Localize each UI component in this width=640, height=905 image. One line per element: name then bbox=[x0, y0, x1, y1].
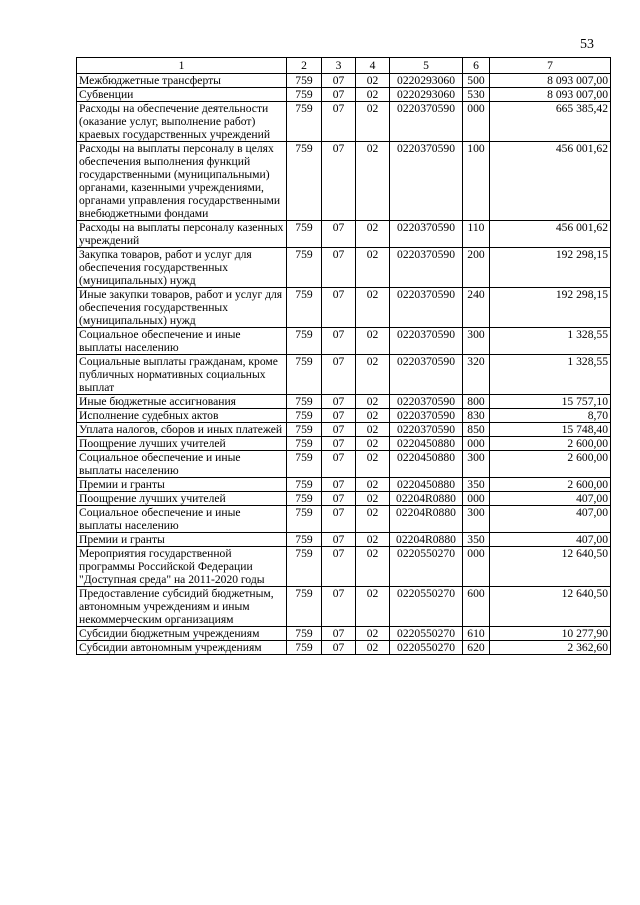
table-header-row bbox=[77, 58, 611, 74]
section-code: 07 bbox=[322, 533, 356, 547]
table-row bbox=[77, 409, 611, 423]
expense-type-code: 100 bbox=[463, 142, 490, 221]
ministry-code: 759 bbox=[287, 478, 322, 492]
subsection-code: 02 bbox=[356, 492, 390, 506]
section-code: 07 bbox=[322, 409, 356, 423]
expense-type-code: 300 bbox=[463, 506, 490, 533]
header-cell: 2 bbox=[287, 58, 322, 74]
row-name: Мероприятия государственной программы Российской Федерации "Доступная среда" на 2011-2020 годы bbox=[77, 547, 287, 587]
amount: 8 093 007,00 bbox=[490, 74, 611, 88]
header-cell: 6 bbox=[463, 58, 490, 74]
section-code: 07 bbox=[322, 437, 356, 451]
row-name: Субсидии бюджетным учреждениям bbox=[77, 627, 287, 641]
row-name: Расходы на выплаты персоналу казенных учреждений bbox=[77, 221, 287, 248]
expense-type-code: 110 bbox=[463, 221, 490, 248]
table-row bbox=[77, 142, 611, 221]
expense-type-code: 300 bbox=[463, 451, 490, 478]
row-name: Социальное обеспечение и иные выплаты населению bbox=[77, 328, 287, 355]
target-article-code: 02204R0880 bbox=[390, 492, 463, 506]
row-name: Социальные выплаты гражданам, кроме публичных нормативных социальных выплат bbox=[77, 355, 287, 395]
row-name: Социальное обеспечение и иные выплаты населению bbox=[77, 506, 287, 533]
amount: 456 001,62 bbox=[490, 142, 611, 221]
table-row bbox=[77, 587, 611, 627]
row-name: Уплата налогов, сборов и иных платежей bbox=[77, 423, 287, 437]
target-article-code: 0220370590 bbox=[390, 102, 463, 142]
row-name: Межбюджетные трансферты bbox=[77, 74, 287, 88]
table-row bbox=[77, 451, 611, 478]
subsection-code: 02 bbox=[356, 88, 390, 102]
ministry-code: 759 bbox=[287, 587, 322, 627]
section-code: 07 bbox=[322, 478, 356, 492]
expense-type-code: 500 bbox=[463, 74, 490, 88]
section-code: 07 bbox=[322, 423, 356, 437]
row-name: Поощрение лучших учителей bbox=[77, 492, 287, 506]
section-code: 07 bbox=[322, 74, 356, 88]
ministry-code: 759 bbox=[287, 423, 322, 437]
section-code: 07 bbox=[322, 492, 356, 506]
expense-type-code: 830 bbox=[463, 409, 490, 423]
target-article-code: 0220370590 bbox=[390, 395, 463, 409]
target-article-code: 0220450880 bbox=[390, 451, 463, 478]
ministry-code: 759 bbox=[287, 88, 322, 102]
ministry-code: 759 bbox=[287, 641, 322, 655]
ministry-code: 759 bbox=[287, 395, 322, 409]
subsection-code: 02 bbox=[356, 102, 390, 142]
table-row bbox=[77, 221, 611, 248]
amount: 665 385,42 bbox=[490, 102, 611, 142]
expense-type-code: 530 bbox=[463, 88, 490, 102]
target-article-code: 0220293060 bbox=[390, 88, 463, 102]
ministry-code: 759 bbox=[287, 627, 322, 641]
subsection-code: 02 bbox=[356, 533, 390, 547]
expense-type-code: 850 bbox=[463, 423, 490, 437]
target-article-code: 0220370590 bbox=[390, 142, 463, 221]
section-code: 07 bbox=[322, 102, 356, 142]
target-article-code: 0220550270 bbox=[390, 547, 463, 587]
subsection-code: 02 bbox=[356, 437, 390, 451]
target-article-code: 0220370590 bbox=[390, 328, 463, 355]
section-code: 07 bbox=[322, 506, 356, 533]
subsection-code: 02 bbox=[356, 221, 390, 248]
table-row bbox=[77, 355, 611, 395]
target-article-code: 0220450880 bbox=[390, 437, 463, 451]
section-code: 07 bbox=[322, 88, 356, 102]
table-row bbox=[77, 102, 611, 142]
table-row bbox=[77, 533, 611, 547]
subsection-code: 02 bbox=[356, 641, 390, 655]
ministry-code: 759 bbox=[287, 506, 322, 533]
table-row bbox=[77, 478, 611, 492]
subsection-code: 02 bbox=[356, 587, 390, 627]
expense-type-code: 000 bbox=[463, 102, 490, 142]
expense-type-code: 200 bbox=[463, 248, 490, 288]
amount: 192 298,15 bbox=[490, 248, 611, 288]
row-name: Расходы на выплаты персоналу в целях обеспечения выполнения функций государственными (муниципальными) органами, казенными учреждениями, органами управления государственными внебюджетными фондами bbox=[77, 142, 287, 221]
ministry-code: 759 bbox=[287, 74, 322, 88]
section-code: 07 bbox=[322, 288, 356, 328]
ministry-code: 759 bbox=[287, 451, 322, 478]
subsection-code: 02 bbox=[356, 409, 390, 423]
target-article-code: 0220370590 bbox=[390, 409, 463, 423]
row-name: Закупка товаров, работ и услуг для обеспечения государственных (муниципальных) нужд bbox=[77, 248, 287, 288]
expense-type-code: 350 bbox=[463, 478, 490, 492]
amount: 407,00 bbox=[490, 533, 611, 547]
ministry-code: 759 bbox=[287, 102, 322, 142]
target-article-code: 0220550270 bbox=[390, 587, 463, 627]
row-name: Иные бюджетные ассигнования bbox=[77, 395, 287, 409]
table-row bbox=[77, 547, 611, 587]
ministry-code: 759 bbox=[287, 437, 322, 451]
amount: 15 748,40 bbox=[490, 423, 611, 437]
section-code: 07 bbox=[322, 221, 356, 248]
expense-type-code: 300 bbox=[463, 328, 490, 355]
table-row bbox=[77, 423, 611, 437]
target-article-code: 0220293060 bbox=[390, 74, 463, 88]
ministry-code: 759 bbox=[287, 221, 322, 248]
table-row bbox=[77, 248, 611, 288]
expense-type-code: 610 bbox=[463, 627, 490, 641]
target-article-code: 02204R0880 bbox=[390, 533, 463, 547]
target-article-code: 02204R0880 bbox=[390, 506, 463, 533]
row-name: Исполнение судебных актов bbox=[77, 409, 287, 423]
row-name: Иные закупки товаров, работ и услуг для обеспечения государственных (муниципальных) нужд bbox=[77, 288, 287, 328]
expense-type-code: 600 bbox=[463, 587, 490, 627]
ministry-code: 759 bbox=[287, 355, 322, 395]
amount: 1 328,55 bbox=[490, 355, 611, 395]
section-code: 07 bbox=[322, 627, 356, 641]
table-row bbox=[77, 395, 611, 409]
section-code: 07 bbox=[322, 587, 356, 627]
row-name: Субсидии автономным учреждениям bbox=[77, 641, 287, 655]
table-row bbox=[77, 328, 611, 355]
header-cell: 5 bbox=[390, 58, 463, 74]
subsection-code: 02 bbox=[356, 547, 390, 587]
subsection-code: 02 bbox=[356, 423, 390, 437]
section-code: 07 bbox=[322, 248, 356, 288]
row-name: Премии и гранты bbox=[77, 478, 287, 492]
amount: 2 362,60 bbox=[490, 641, 611, 655]
table-row bbox=[77, 437, 611, 451]
row-name: Премии и гранты bbox=[77, 533, 287, 547]
row-name: Расходы на обеспечение деятельности (оказание услуг, выполнение работ) краевых государственных учреждений bbox=[77, 102, 287, 142]
table-row bbox=[77, 506, 611, 533]
target-article-code: 0220450880 bbox=[390, 478, 463, 492]
expense-type-code: 000 bbox=[463, 492, 490, 506]
section-code: 07 bbox=[322, 451, 356, 478]
ministry-code: 759 bbox=[287, 288, 322, 328]
row-name: Поощрение лучших учителей bbox=[77, 437, 287, 451]
header-cell: 7 bbox=[490, 58, 611, 74]
section-code: 07 bbox=[322, 328, 356, 355]
section-code: 07 bbox=[322, 142, 356, 221]
subsection-code: 02 bbox=[356, 451, 390, 478]
target-article-code: 0220550270 bbox=[390, 627, 463, 641]
amount: 12 640,50 bbox=[490, 587, 611, 627]
expense-type-code: 350 bbox=[463, 533, 490, 547]
expense-type-code: 620 bbox=[463, 641, 490, 655]
ministry-code: 759 bbox=[287, 142, 322, 221]
target-article-code: 0220370590 bbox=[390, 288, 463, 328]
ministry-code: 759 bbox=[287, 547, 322, 587]
ministry-code: 759 bbox=[287, 409, 322, 423]
subsection-code: 02 bbox=[356, 288, 390, 328]
target-article-code: 0220370590 bbox=[390, 248, 463, 288]
amount: 456 001,62 bbox=[490, 221, 611, 248]
page-number: 53 bbox=[580, 37, 594, 52]
ministry-code: 759 bbox=[287, 248, 322, 288]
section-code: 07 bbox=[322, 355, 356, 395]
target-article-code: 0220550270 bbox=[390, 641, 463, 655]
amount: 192 298,15 bbox=[490, 288, 611, 328]
table-row bbox=[77, 492, 611, 506]
amount: 15 757,10 bbox=[490, 395, 611, 409]
table-row bbox=[77, 88, 611, 102]
amount: 12 640,50 bbox=[490, 547, 611, 587]
table-row bbox=[77, 641, 611, 655]
amount: 10 277,90 bbox=[490, 627, 611, 641]
expense-type-code: 320 bbox=[463, 355, 490, 395]
row-name: Социальное обеспечение и иные выплаты населению bbox=[77, 451, 287, 478]
section-code: 07 bbox=[322, 547, 356, 587]
ministry-code: 759 bbox=[287, 492, 322, 506]
amount: 2 600,00 bbox=[490, 478, 611, 492]
table-row bbox=[77, 288, 611, 328]
subsection-code: 02 bbox=[356, 74, 390, 88]
amount: 407,00 bbox=[490, 492, 611, 506]
ministry-code: 759 bbox=[287, 533, 322, 547]
subsection-code: 02 bbox=[356, 328, 390, 355]
table-row bbox=[77, 74, 611, 88]
expense-type-code: 240 bbox=[463, 288, 490, 328]
target-article-code: 0220370590 bbox=[390, 221, 463, 248]
amount: 8,70 bbox=[490, 409, 611, 423]
table-row bbox=[77, 627, 611, 641]
subsection-code: 02 bbox=[356, 355, 390, 395]
subsection-code: 02 bbox=[356, 506, 390, 533]
ministry-code: 759 bbox=[287, 328, 322, 355]
expense-type-code: 800 bbox=[463, 395, 490, 409]
expense-type-code: 000 bbox=[463, 437, 490, 451]
header-cell: 4 bbox=[356, 58, 390, 74]
amount: 8 093 007,00 bbox=[490, 88, 611, 102]
expense-type-code: 000 bbox=[463, 547, 490, 587]
amount: 2 600,00 bbox=[490, 451, 611, 478]
amount: 1 328,55 bbox=[490, 328, 611, 355]
subsection-code: 02 bbox=[356, 395, 390, 409]
subsection-code: 02 bbox=[356, 627, 390, 641]
amount: 2 600,00 bbox=[490, 437, 611, 451]
budget-table bbox=[76, 57, 611, 655]
header-cell: 3 bbox=[322, 58, 356, 74]
target-article-code: 0220370590 bbox=[390, 355, 463, 395]
subsection-code: 02 bbox=[356, 478, 390, 492]
subsection-code: 02 bbox=[356, 142, 390, 221]
subsection-code: 02 bbox=[356, 248, 390, 288]
header-cell: 1 bbox=[77, 58, 287, 74]
row-name: Предоставление субсидий бюджетным, автономным учреждениям и иным некоммерческим организациям bbox=[77, 587, 287, 627]
row-name: Субвенции bbox=[77, 88, 287, 102]
section-code: 07 bbox=[322, 395, 356, 409]
target-article-code: 0220370590 bbox=[390, 423, 463, 437]
section-code: 07 bbox=[322, 641, 356, 655]
amount: 407,00 bbox=[490, 506, 611, 533]
